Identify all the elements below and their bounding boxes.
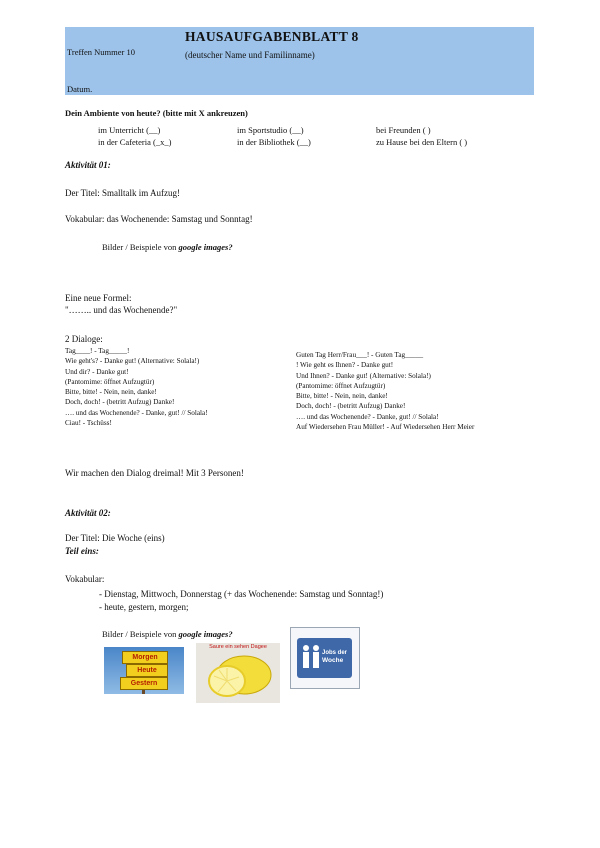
page-title: HAUSAUFGABENBLATT 8 — [185, 29, 359, 44]
sign-morgen: Morgen — [122, 651, 168, 664]
dialog-line: (Pantomime: öffnet Aufzugtür) — [296, 381, 386, 390]
aktivitaet2-titel: Der Titel: Die Woche (eins) — [65, 533, 165, 543]
aktivitaet2-heading: Aktivität 02: — [65, 508, 111, 518]
bilder-source-link[interactable]: google images? — [178, 629, 233, 639]
sign-gestern: Gestern — [120, 677, 168, 690]
date-label: Datum. — [67, 84, 93, 94]
aktivitaet2-bilder — [102, 629, 233, 639]
bilder-prefix: Bilder / Beispiele von — [102, 629, 179, 639]
dialog-line: Bitte, bitte! - Nein, nein, danke! — [65, 388, 157, 397]
lemon-icon — [196, 643, 280, 703]
option-sportstudio[interactable]: im Sportstudio (__) — [237, 125, 304, 135]
jobs-badge-image — [290, 627, 360, 689]
aktivitaet1-titel: Der Titel: Smalltalk im Aufzug! — [65, 188, 180, 198]
dialog-left — [65, 346, 208, 428]
lemon-caption: Saure ein sehen Dagee — [209, 644, 267, 650]
vokabular-item: - heute, gestern, morgen; — [99, 602, 189, 612]
dialog-line: Und Ihnen? - Danke gut! (Alternative: Solala!) — [296, 371, 431, 380]
people-icon — [300, 644, 324, 672]
page-subtitle: (deutscher Name und Familinname) — [185, 50, 315, 60]
aktivitaet2-vokabular-label: Vokabular: — [65, 574, 105, 584]
ambiente-question: Dein Ambiente von heute? (bitte mit X ankreuzen) — [65, 108, 248, 118]
dialog-line: Bitte, bitte! - Nein, nein, danke! — [296, 392, 388, 401]
dialoge-label: 2 Dialoge: — [65, 334, 103, 344]
dialog-line: …. und das Wochenende? - Danke, gut! // Solala! — [65, 408, 208, 417]
dialog-line: ! Wie geht es Ihnen? - Danke gut! — [296, 361, 394, 370]
option-unterricht[interactable]: im Unterricht (__) — [98, 125, 161, 135]
option-eltern[interactable]: zu Hause bei den Eltern ( ) — [376, 137, 468, 147]
option-cafeteria[interactable]: in der Cafeteria (_x_) — [98, 137, 172, 147]
dialog-line: Wie geht's? - Danke gut! (Alternative: Solala!) — [65, 357, 200, 366]
vokabular-item: - Dienstag, Mittwoch, Donnerstag (+ das Wochenende: Samstag und Sonntag!) — [99, 589, 384, 599]
dialog-line: Auf Wiedersehen Frau Müller! - Auf Wiedersehen Herr Meier — [296, 423, 475, 432]
option-freunde[interactable]: bei Freunden ( ) — [376, 125, 431, 135]
dialog-line: (Pantomime: öffnet Aufzugtür) — [65, 377, 155, 386]
badge-line2: Woche — [322, 657, 344, 664]
dialog-line: Tag____! - Tag_____! — [65, 347, 130, 355]
bilder-source-link[interactable]: google images? — [178, 242, 233, 252]
dialog-line: Und dir? - Danke gut! — [65, 367, 129, 376]
dialog-line: Guten Tag Herr/Frau___! - Guten Tag_____ — [296, 351, 424, 359]
teil-eins: Teil eins: — [65, 546, 99, 556]
formel-label: Eine neue Formel: — [65, 293, 132, 303]
sign-heute: Heute — [126, 664, 168, 677]
formel-text: "…….. und das Wochenende?" — [65, 305, 178, 315]
dialog-line: Doch, doch! - (betritt Aufzug) Danke! — [65, 398, 175, 407]
dialog-note: Wir machen den Dialog dreimal! Mit 3 Personen! — [65, 468, 244, 478]
lemon-image — [196, 643, 280, 703]
jobs-badge — [297, 638, 352, 678]
dialog-line: Doch, doch! - (betritt Aufzug) Danke! — [296, 402, 406, 411]
aktivitaet1-vokabular: Vokabular: das Wochenende: Samstag und Sonntag! — [65, 214, 253, 224]
bilder-prefix: Bilder / Beispiele von — [102, 242, 179, 252]
aktivitaet1-bilder — [102, 242, 233, 252]
option-bibliothek[interactable]: in der Bibliothek (__) — [237, 137, 311, 147]
dialog-right — [296, 350, 474, 432]
dialog-line: …. und das Wochenende? - Danke, gut! // Solala! — [296, 412, 439, 421]
dialog-line: Ciau! - Tschüss! — [65, 419, 112, 428]
signpost-image — [104, 647, 184, 694]
meeting-number: Treffen Nummer 10 — [67, 47, 135, 57]
aktivitaet1-heading: Aktivität 01: — [65, 160, 111, 170]
badge-line1: Jobs der — [322, 650, 348, 656]
